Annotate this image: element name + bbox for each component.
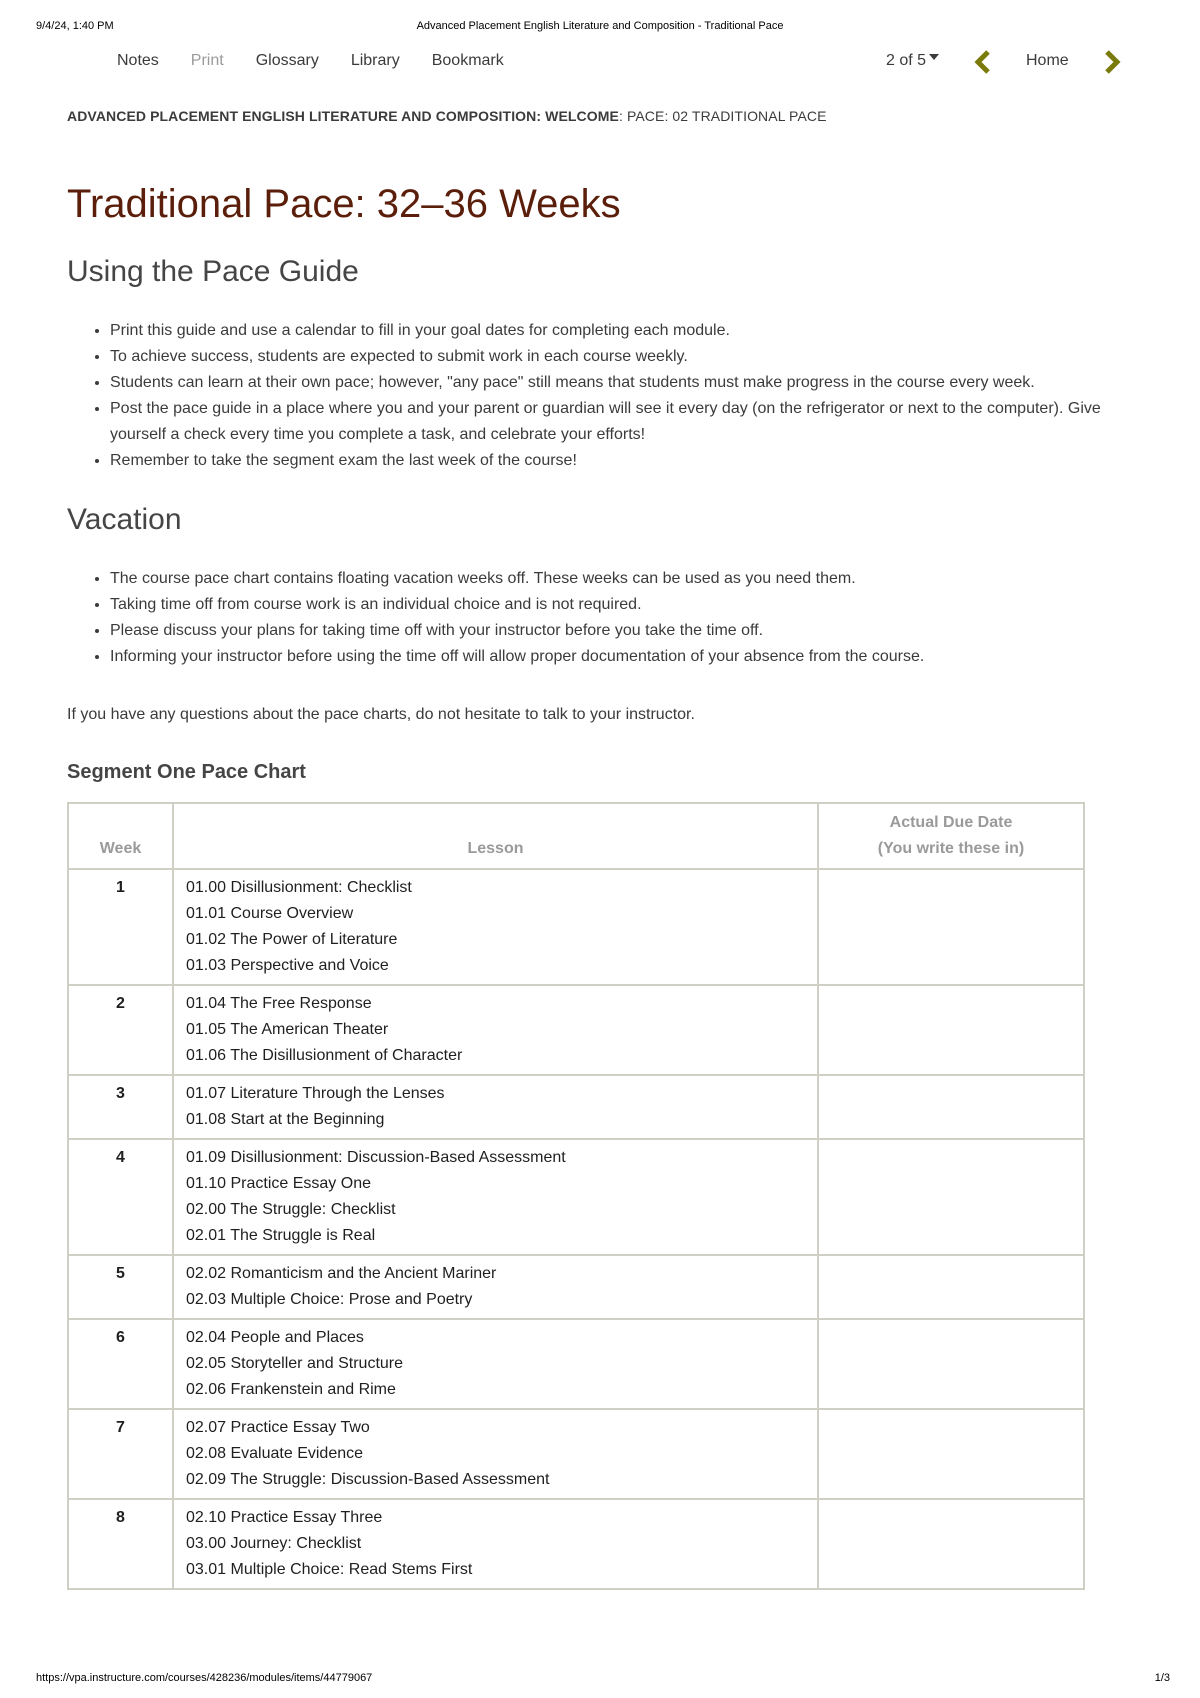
lesson-item: 02.02 Romanticism and the Ancient Mariner — [186, 1265, 497, 1282]
list-item: • Remember to take the segment exam the last week of the course! — [110, 448, 1127, 474]
lesson-item: 01.03 Perspective and Voice — [186, 957, 389, 974]
page-indicator: 2 of 5 — [886, 52, 927, 69]
lesson-item: 02.10 Practice Essay Three — [186, 1509, 383, 1526]
nav-notes-link[interactable]: Notes — [117, 52, 159, 69]
nav-home-link[interactable]: Home — [1026, 52, 1069, 69]
lesson-item: 02.09 The Struggle: Discussion-Based Assessment — [186, 1471, 550, 1488]
list-item: • Post the pace guide in a place where you and your parent or guardian will see it every day (on the refrigerator or next to the computer). Give yourself a check every time you complete a task, and celebrate your efforts! — [110, 396, 1127, 448]
week-cell: 8 — [68, 1499, 173, 1589]
due-date-column-header — [818, 803, 1084, 869]
table-row — [68, 1255, 1084, 1319]
lesson-item: 01.04 The Free Response — [186, 995, 372, 1012]
nav-glossary-link[interactable]: Glossary — [255, 52, 319, 69]
lesson-item: 01.10 Practice Essay One — [186, 1175, 371, 1192]
chevron-right-icon[interactable] — [1101, 48, 1123, 76]
nav-print-link[interactable]: Print — [190, 52, 224, 69]
list-item: • Informing your instructor before using the time off will allow proper documentation of your absence from the course. — [110, 644, 1127, 670]
table-row — [68, 985, 1084, 1075]
lesson-item: 01.06 The Disillusionment of Character — [186, 1047, 463, 1064]
lesson-cell — [173, 1139, 818, 1255]
print-datetime: 9/4/24, 1:40 PM — [36, 20, 114, 32]
due-date-header-line: Actual Due Date — [889, 814, 1013, 831]
page-content — [67, 178, 1127, 1590]
table-row — [68, 1409, 1084, 1499]
list-item: • The course pace chart contains floating vacation weeks off. These weeks can be used as you need them. — [110, 566, 1127, 592]
lesson-cell — [173, 1075, 818, 1139]
table-header-row — [68, 803, 1084, 869]
lesson-item: 02.03 Multiple Choice: Prose and Poetry — [186, 1291, 473, 1308]
lesson-item: 01.05 The American Theater — [186, 1021, 389, 1038]
lesson-column-header: Lesson — [173, 803, 818, 869]
table-row — [68, 1139, 1084, 1255]
pace-chart-title: Segment One Pace Chart — [67, 761, 306, 783]
lesson-cell — [173, 985, 818, 1075]
nav-links — [117, 52, 536, 70]
week-cell: 2 — [68, 985, 173, 1075]
print-doc-title: Advanced Placement English Literature and Composition - Traditional Pace — [416, 20, 784, 32]
table-row — [68, 1075, 1084, 1139]
due-date-cell — [818, 985, 1084, 1075]
week-cell: 7 — [68, 1409, 173, 1499]
list-item: • Please discuss your plans for taking time off with your instructor before you take the time off. — [110, 618, 1127, 644]
breadcrumb-separator: : — [618, 108, 627, 124]
print-url: https://vpa.instructure.com/courses/428236/modules/items/44779067 — [36, 1672, 373, 1684]
breadcrumb-course[interactable]: ADVANCED PLACEMENT ENGLISH LITERATURE AND COMPOSITION — [67, 108, 537, 124]
pace-chart-table — [67, 802, 1085, 1590]
pace-guide-list — [67, 318, 1127, 474]
lesson-item: 02.06 Frankenstein and Rime — [186, 1381, 396, 1398]
list-item: • Students can learn at their own pace; however, "any pace" still means that students must make progress in the course every week. — [110, 370, 1127, 396]
lesson-cell — [173, 1319, 818, 1409]
vacation-list — [67, 566, 1127, 670]
lesson-item: 02.00 The Struggle: Checklist — [186, 1201, 396, 1218]
lesson-item: 02.05 Storyteller and Structure — [186, 1355, 404, 1372]
table-row — [68, 1319, 1084, 1409]
lesson-item: 01.02 The Power of Literature — [186, 931, 398, 948]
list-item: • Print this guide and use a calendar to fill in your goal dates for completing each module. — [110, 318, 1127, 344]
nav-library-link[interactable]: Library — [350, 52, 400, 69]
due-date-cell — [818, 869, 1084, 985]
due-date-cell — [818, 1319, 1084, 1409]
lesson-item: 02.04 People and Places — [186, 1329, 364, 1346]
lesson-item: 01.07 Literature Through the Lenses — [186, 1085, 445, 1102]
lesson-item: 01.01 Course Overview — [186, 905, 354, 922]
lesson-item: 01.00 Disillusionment: Checklist — [186, 879, 412, 896]
week-cell: 1 — [68, 869, 173, 985]
print-page-count: 1/3 — [1154, 1672, 1170, 1684]
week-cell: 3 — [68, 1075, 173, 1139]
week-cell: 6 — [68, 1319, 173, 1409]
table-row — [68, 869, 1084, 985]
due-date-cell — [818, 1075, 1084, 1139]
print-footer — [0, 1672, 1200, 1688]
due-date-cell — [818, 1139, 1084, 1255]
lesson-item: 03.01 Multiple Choice: Read Stems First — [186, 1561, 473, 1578]
lesson-cell — [173, 1255, 818, 1319]
pace-guide-heading: Using the Pace Guide — [67, 255, 359, 288]
page-title: Traditional Pace: 32–36 Weeks — [67, 182, 621, 226]
top-navigation — [0, 48, 1200, 76]
breadcrumb-separator: : — [536, 108, 546, 124]
caret-down-icon — [929, 54, 939, 60]
due-date-header-hint: (You write these in) — [877, 840, 1025, 857]
nav-bookmark-link[interactable]: Bookmark — [431, 52, 504, 69]
lesson-item: 01.08 Start at the Beginning — [186, 1111, 385, 1128]
lesson-cell — [173, 869, 818, 985]
lesson-cell — [173, 1409, 818, 1499]
week-cell: 4 — [68, 1139, 173, 1255]
lesson-item: 01.09 Disillusionment: Discussion-Based Assessment — [186, 1149, 566, 1166]
lesson-cell — [173, 1499, 818, 1589]
breadcrumb-module[interactable]: WELCOME — [545, 108, 619, 124]
week-column-header: Week — [68, 803, 173, 869]
list-item: • Taking time off from course work is an individual choice and is not required. — [110, 592, 1127, 618]
due-date-cell — [818, 1255, 1084, 1319]
chevron-left-icon[interactable] — [972, 48, 994, 76]
due-date-cell — [818, 1499, 1084, 1589]
due-date-cell — [818, 1409, 1084, 1499]
lesson-item: 02.01 The Struggle is Real — [186, 1227, 376, 1244]
print-header — [0, 20, 1200, 36]
lesson-item: 02.08 Evaluate Evidence — [186, 1445, 364, 1462]
breadcrumb — [67, 108, 1127, 124]
lesson-item: 03.00 Journey: Checklist — [186, 1535, 362, 1552]
vacation-heading: Vacation — [67, 503, 182, 536]
list-item: • To achieve success, students are expected to submit work in each course weekly. — [110, 344, 1127, 370]
breadcrumb-page: PACE: 02 TRADITIONAL PACE — [626, 108, 827, 124]
page-selector-dropdown[interactable] — [886, 52, 939, 70]
questions-note: If you have any questions about the pace charts, do not hesitate to talk to your instructor. — [67, 706, 695, 723]
week-cell: 5 — [68, 1255, 173, 1319]
lesson-item: 02.07 Practice Essay Two — [186, 1419, 370, 1436]
table-row — [68, 1499, 1084, 1589]
